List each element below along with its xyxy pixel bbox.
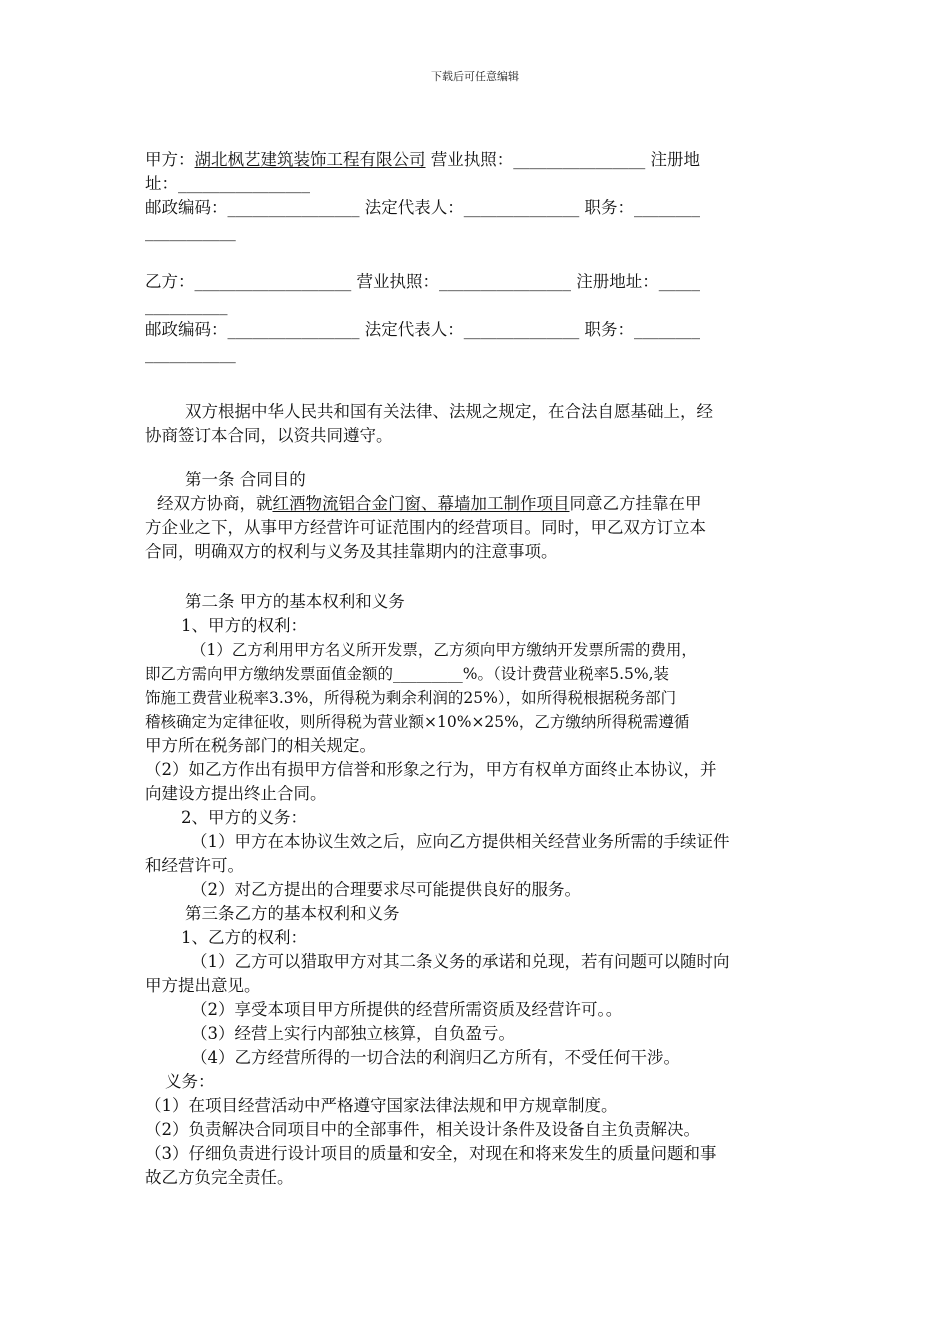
article-3-title: 第三条乙方的基本权利和义务 (185, 904, 400, 923)
preamble-line-1: 双方根据中华人民共和国有关法律、法规之规定，在合法自愿基础上，经 (185, 402, 713, 421)
party-a-duty-1-line-2: 和经营许可。 (145, 856, 244, 875)
party-a-block (145, 148, 807, 244)
project-name: 红酒物流铝合金门窗、幕墙加工制作项目 (272, 494, 570, 513)
party-b-duty-3-line-1: （3）仔细负责进行设计项目的质量和安全，对现在和将来发生的质量问题和事 (145, 1144, 717, 1163)
preamble-line-2: 协商签订本合同，以资共同遵守。 (145, 426, 393, 445)
party-a-duty-2: （2）对乙方提出的合理要求尽可能提供良好的服务。 (191, 880, 581, 899)
article-2 (145, 590, 807, 902)
party-b-right-1-line-1: （1）乙方可以猎取甲方对其二条义务的承诺和兑现，若有问题可以随时向 (191, 952, 730, 971)
party-a-line-1 (145, 148, 807, 172)
party-a-right-1-line-3: 饰施工费营业税率3.3%，所得税为剩余利润的25%），如所得税根据税务部门 (145, 689, 677, 707)
party-a-position-blank: ___________ (145, 222, 236, 241)
party-b-duty-2: （2）负责解决合同项目中的全部事件，相关设计条件及设备自主负责解决。 (145, 1120, 700, 1139)
party-a-company: 湖北枫艺建筑装饰工程有限公司 (194, 150, 426, 169)
article-1 (145, 468, 807, 564)
party-a-postcode-row: 邮政编码：________________ 法定代表人：______________ 职务：________ (145, 198, 700, 217)
contract-body (145, 148, 807, 1190)
party-a-duties-title: 2、甲方的义务： (181, 808, 307, 827)
article-1-title: 第一条 合同目的 (185, 470, 306, 489)
party-a-right-2-line-2: 向建设方提出终止合同。 (145, 784, 327, 803)
party-b-duties-title: 义务： (165, 1072, 215, 1091)
article-1-line-3: 合同，明确双方的权利与义务及其挂靠期内的注意事项。 (145, 542, 558, 561)
party-a-right-1-line-5: 甲方所在税务部门的相关规定。 (145, 736, 376, 755)
preamble (145, 400, 807, 448)
party-b-block (145, 270, 807, 366)
article-1-line-2: 方企业之下，从事甲方经营许可证范围内的经营项目。同时，甲乙双方订立本 (145, 518, 706, 537)
party-b-duty-1: （1）在项目经营活动中严格遵守国家法律法规和甲方规章制度。 (145, 1096, 618, 1115)
article-2-title: 第二条 甲方的基本权利和义务 (185, 592, 405, 611)
party-b-right-2: （2）享受本项目甲方所提供的经营所需资质及经营许可。。 (191, 1000, 623, 1019)
party-a-duty-1-line-1: （1）甲方在本协议生效之后，应向乙方提供相关经营业务所需的手续证件 (191, 832, 730, 851)
party-a-right-1-line-1: （1）乙方利用甲方名义所开发票，乙方须向甲方缴纳开发票所需的费用， (191, 641, 697, 659)
party-a-label: 甲方： (145, 150, 195, 169)
party-b-duty-3-line-2: 故乙方负完全责任。 (145, 1168, 294, 1187)
party-a-rights-title: 1、甲方的权利： (181, 616, 307, 635)
article-1-line-1: 经双方协商，就红酒物流铝合金门窗、幕墙加工制作项目同意乙方挂靠在甲 (157, 494, 702, 513)
party-b-right-3: （3）经营上实行内部独立核算，自负盈亏。 (191, 1024, 515, 1043)
party-a-right-1-line-4: 稽核确定为定律征收，则所得税为营业额×10%×25%，乙方缴纳所得税需遵循 (145, 713, 690, 731)
header-note: 下载后可任意编辑 (431, 70, 519, 83)
party-b-line-1: 乙方：___________________ 营业执照：________________ 注册地址：_____ (145, 272, 700, 291)
party-b-postcode-row: 邮政编码：________________ 法定代表人：______________ 职务：________ (145, 320, 700, 339)
party-b-right-4: （4）乙方经营所得的一切合法的利润归乙方所有，不受任何干涉。 (191, 1048, 680, 1067)
party-b-address-blank: __________ (145, 296, 228, 315)
party-a-address: 址：________________ (145, 174, 310, 193)
party-a-right-2-line-1: （2）如乙方作出有损甲方信誉和形象之行为，甲方有权单方面终止本协议，并 (145, 760, 717, 779)
party-b-right-1-line-2: 甲方提出意见。 (145, 976, 261, 995)
article-3 (145, 902, 807, 1190)
party-a-license: 营业执照：________________ 注册地 (425, 150, 700, 169)
party-b-position-blank: ___________ (145, 344, 236, 363)
party-b-rights-title: 1、乙方的权利： (181, 928, 307, 947)
party-a-right-1-line-2: 即乙方需向甲方缴纳发票面值金额的_________%。（设计费营业税率5.5%,装 (145, 665, 670, 683)
